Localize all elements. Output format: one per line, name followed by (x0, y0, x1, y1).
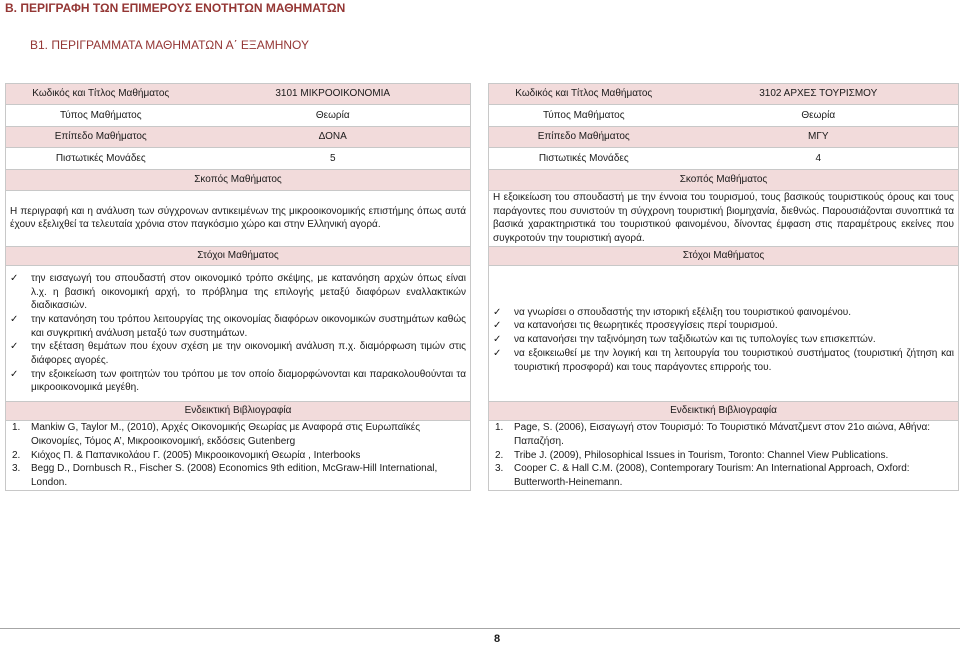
goal-text: να γνωρίσει ο σπουδαστής την ιστορική εξέλιξη του τουριστικού φαινομένου. (514, 306, 852, 318)
course-level-label: Επίπεδο Μαθήματος (489, 127, 679, 148)
column-gap (471, 148, 489, 170)
bibliography-text: Tribe J. (2009), Philosophical Issues in Tourism, Toronto: Channel View Publications. (514, 449, 889, 461)
course-type-value: Θεωρία (679, 105, 959, 127)
page-number: 8 (494, 633, 501, 645)
goal-item (10, 313, 466, 340)
bibliography-header: Ενδεικτική Βιβλιογραφία (6, 402, 471, 421)
course-credits-value: 5 (196, 148, 471, 170)
bibliography-item (10, 462, 466, 489)
bibliography-text: Begg D., Dornbusch R., Fischer S. (2008) Economics 9th edition, McGraw-Hill International, London. (31, 463, 438, 488)
course-code-row (6, 84, 959, 105)
check-icon (10, 368, 18, 382)
goal-item (493, 319, 954, 333)
goals-list (10, 272, 466, 395)
goal-item (10, 368, 466, 395)
column-gap (471, 105, 489, 127)
course-code-value: 3102 ΑΡΧΕΣ ΤΟΥΡΙΣΜΟΥ (679, 84, 959, 105)
check-icon (493, 319, 501, 333)
goals-content-row (6, 265, 959, 401)
bibliography-list (10, 421, 466, 490)
bibliography-number: 3. (12, 463, 21, 475)
course-type-value: Θεωρία (196, 105, 471, 127)
goals-cell (6, 265, 471, 401)
course-credits-label: Πιστωτικές Μονάδες (6, 148, 196, 170)
bibliography-number: 2. (12, 449, 21, 461)
bibliography-number: 3. (495, 463, 504, 475)
course-type-label: Τύπος Μαθήματος (6, 105, 196, 127)
course-credits-label: Πιστωτικές Μονάδες (489, 148, 679, 170)
bibliography-item (493, 421, 954, 448)
check-icon (493, 306, 501, 320)
course-level-value: ΔΟΝΑ (196, 127, 471, 148)
column-gap (471, 84, 489, 105)
footer-rule (0, 628, 960, 629)
column-gap (471, 127, 489, 148)
bibliography-header: Ενδεικτική Βιβλιογραφία (489, 402, 959, 421)
goal-item (493, 333, 954, 347)
purpose-cell (6, 191, 471, 247)
section-heading: Β. ΠΕΡΙΓΡΑΦΗ ΤΩΝ ΕΠΙΜΕΡΟΥΣ ΕΝΟΤΗΤΩΝ ΜΑΘΗΜΑΤΩΝ (5, 1, 346, 15)
bibliography-item (10, 421, 466, 448)
check-icon (493, 347, 501, 361)
goals-header: Στόχοι Μαθήματος (489, 246, 959, 265)
goal-text: να εξοικειωθεί με την λογική και τη λειτουργία του τουριστικού συστήματος (τουριστική ζήτηση και τουριστική προσφορά) και τους παράγοντες επιρροής του. (514, 347, 954, 373)
column-gap (471, 421, 489, 491)
bibliography-number: 1. (495, 422, 504, 434)
bibliography-number: 2. (495, 449, 504, 461)
course-level-label: Επίπεδο Μαθήματος (6, 127, 196, 148)
course-type-row (6, 105, 959, 127)
goal-item (10, 272, 466, 313)
bibliography-header-row (6, 402, 959, 421)
goals-list (493, 306, 954, 375)
goal-text: την εισαγωγή του σπουδαστή στον οικονομικό τρόπο σκέψης, με κατανόηση αρχών όπως είναι λ.χ. η βασική οικονομική αρχή, το πρόβλημα της επιλογής μεταξύ διαφόρων εναλλακτικών διαδικασιών. (31, 272, 466, 312)
course-code-value: 3101 ΜΙΚΡΟΟΙΚΟΝΟΜΙΑ (196, 84, 471, 105)
subsection-heading: Β1. ΠΕΡΙΓΡΑΜΜΑΤΑ ΜΑΘΗΜΑΤΩΝ Α΄ ΕΞΑΜΗΝΟΥ (30, 38, 309, 52)
purpose-content-row (6, 191, 959, 247)
purpose-text: Η εξοικείωση του σπουδαστή με την έννοια του τουρισμού, τους βασικούς τουριστικούς όρους και τους παράγοντες που συνιστούν τη σύγχρονη τουριστική βιομηχανία, διεθνώς. Παρουσιάζονται συνοπτικά τα βασικά χαρακτηριστικά του τουριστικού φαινομένου, δίνοντας έμφαση στις παραμέτρους εκείνες που συγκροτούν την τουριστική αγορά. (493, 192, 954, 245)
check-icon (10, 272, 18, 286)
course-outline-table (5, 83, 959, 491)
course-code-label: Κωδικός και Τίτλος Μαθήματος (6, 84, 196, 105)
goals-header-row (6, 246, 959, 265)
purpose-text: Η περιγραφή και η ανάλυση των σύγχρονων αντικειμένων της μικροοικονομικής επιστήμης όπως αυτά έχουν εξελιχθεί τα τελευταία χρόνια στον παγκόσμιο χώρο και στην Ελληνική αγορά. (10, 205, 466, 231)
column-gap (471, 191, 489, 247)
course-code-label: Κωδικός και Τίτλος Μαθήματος (489, 84, 679, 105)
column-gap (471, 265, 489, 401)
goal-text: την εξέταση θεμάτων που έχουν σχέση με την οικονομική ανάλυση π.χ. διαμόρφωση τιμών στις διάφορες αγορές. (31, 341, 466, 367)
bibliography-item (493, 462, 954, 489)
bibliography-cell (489, 421, 959, 491)
goal-text: την κατανόηση του τρόπου λειτουργίας της οικονομίας διαφόρων οικονομικών συστημάτων καθώς και συγκριτική ανάλυση μεταξύ των συστημάτων. (31, 313, 466, 339)
goal-text: να κατανοήσει τις θεωρητικές προσεγγίσεις περί τουρισμού. (514, 320, 778, 332)
purpose-cell (489, 191, 959, 247)
column-gap (471, 402, 489, 421)
course-type-label: Τύπος Μαθήματος (489, 105, 679, 127)
check-icon (10, 313, 18, 327)
purpose-header: Σκοπός Μαθήματος (489, 170, 959, 191)
bibliography-item (493, 449, 954, 463)
bibliography-text: Page, S. (2006), Εισαγωγή στον Τουρισμό: Το Τουριστικό Μάνατζμεντ στον 21ο αιώνα, Αθήνα: Παπαζήση. (514, 422, 931, 447)
bibliography-content-row (6, 421, 959, 491)
purpose-header: Σκοπός Μαθήματος (6, 170, 471, 191)
bibliography-cell (6, 421, 471, 491)
bibliography-text: Mankiw G, Taylor M., (2010), Αρχές Οικονομικής Θεωρίας με Αναφορά στις Ευρωπαϊκές Οικονομίες, Τόμος Α’, Μικροοικονομική, εκδόσεις Gutenberg (31, 422, 421, 447)
check-icon (10, 340, 18, 354)
course-credits-row (6, 148, 959, 170)
goal-text: να κατανοήσει την ταξινόμηση των ταξιδιωτών και τις τυπολογίες των επισκεπτών. (514, 334, 876, 346)
check-icon (493, 333, 501, 347)
bibliography-number: 1. (12, 422, 21, 434)
goal-item (10, 340, 466, 367)
course-credits-value: 4 (679, 148, 959, 170)
course-level-row (6, 127, 959, 148)
goal-item (493, 306, 954, 320)
purpose-header-row (6, 170, 959, 191)
bibliography-list (493, 421, 954, 490)
bibliography-text: Cooper C. & Hall C.M. (2008), Contemporary Tourism: An International Approach, Oxford: Butterworth-Heinemann. (514, 463, 910, 488)
goal-text: την εξοικείωση των φοιτητών του τρόπου με τον οποίο διαμορφώνονται και παρακολουθούνται τα μικροοικονομικά μεγέθη. (31, 368, 466, 394)
column-gap (471, 170, 489, 191)
goal-item (493, 347, 954, 374)
column-gap (471, 246, 489, 265)
course-level-value: ΜΓΥ (679, 127, 959, 148)
bibliography-item (10, 449, 466, 463)
goals-header: Στόχοι Μαθήματος (6, 246, 471, 265)
goals-cell (489, 265, 959, 401)
bibliography-text: Κιόχος Π. & Παπανικολάου Γ. (2005) Μικροοικονομική Θεωρία , Interbooks (31, 449, 361, 461)
